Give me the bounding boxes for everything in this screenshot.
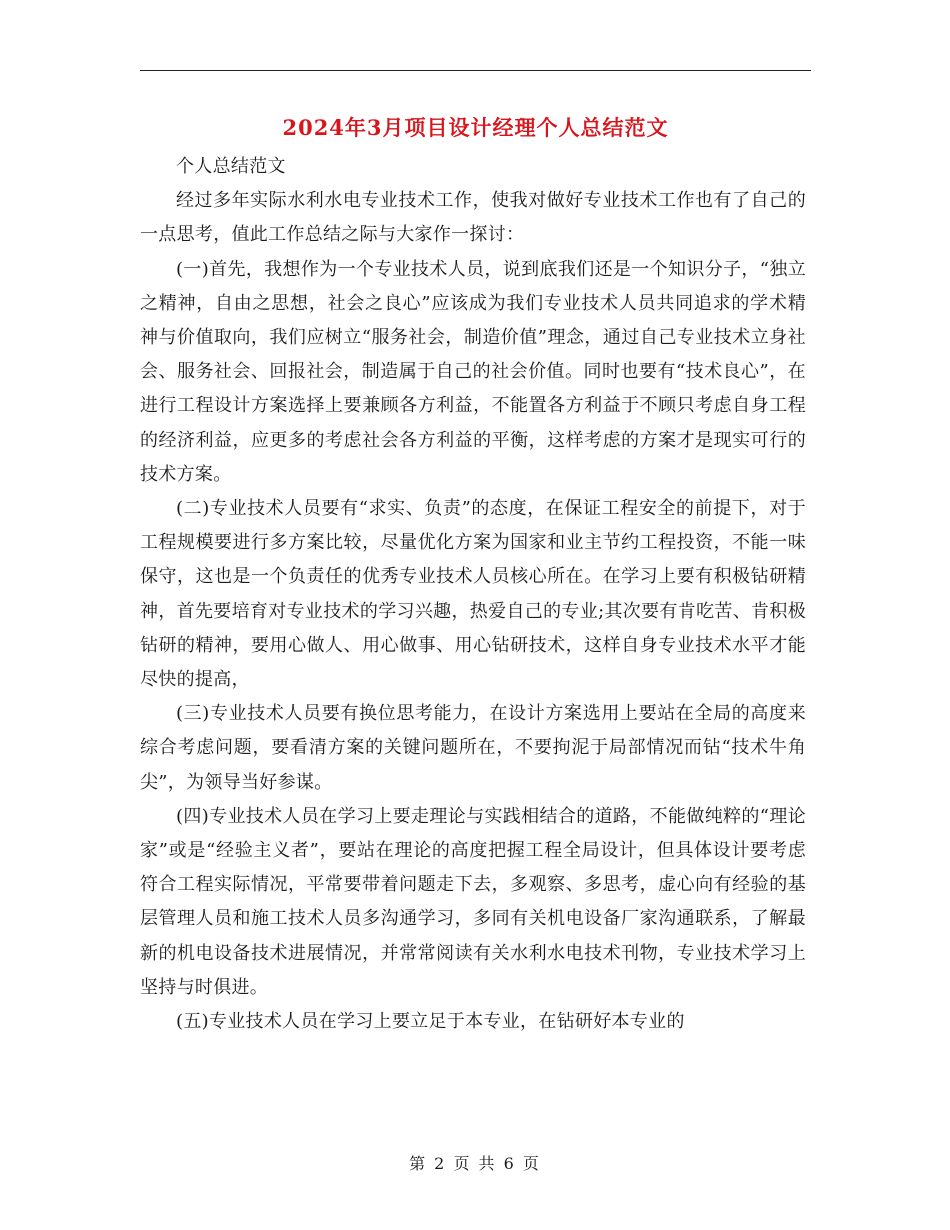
page-number-footer: 第 2 页 共 6 页 bbox=[409, 1154, 541, 1173]
paragraph-section-5: (五)专业技术人员在学习上要立足于本专业，在钻研好本专业的 bbox=[176, 1011, 685, 1033]
document-title: 2024年3月项目设计经理个人总结范文 bbox=[282, 115, 669, 140]
header-rule bbox=[140, 70, 811, 71]
paragraph-section-1: (一)首先，我想作为一个专业技术人员，说到底我们还是一个知识分子，“独立之精神，自由之思想，社会之良心”应该成为我们专业技术人员共同追求的学术精神与价值取向，我们应树立“服务社会，制造价值”理念，通过自己专业技术立身社会、服务社会、回报社会，制造属于自己的社会价值。同时也要有“技术良心”，在进行工程设计方案选择上要兼顾各方利益，不能置各方利益于不顾只考虑自身工程的经济利益，应更多的考虑社会各方利益的平衡，这样考虑的方案才是现实可行的技术方案。 bbox=[140, 258, 806, 485]
paragraph-intro: 经过多年实际水利水电专业技术工作，使我对做好专业技术工作也有了自己的一点思考，值此工作总结之际与大家作一探讨： bbox=[140, 190, 806, 246]
paragraph-subtitle: 个人总结范文 bbox=[176, 156, 286, 177]
paragraph-section-2: (二)专业技术人员要有“求实、负责”的态度，在保证工程安全的前提下，对于工程规模要进行多方案比较，尽量优化方案为国家和业主节约工程投资，不能一味保守，这也是一个负责任的优秀专业技术人员核心所在。在学习上要有积极钻研精神，首先要培育对专业技术的学习兴趣，热爱自己的专业;其次要有肯吃苦、肯积极钻研的精神，要用心做人、用心做事、用心钻研技术，这样自身专业技术水平才能尽快的提高， bbox=[140, 498, 806, 691]
paragraph-section-4: (四)专业技术人员在学习上要走理论与实践相结合的道路，不能做纯粹的“理论家”或是“经验主义者”，要站在理论的高度把握工程全局设计，但具体设计要考虑符合工程实际情况，平常要带着问题走下去，多观察、多思考，虚心向有经验的基层管理人员和施工技术人员多沟通学习，多同有关机电设备厂家沟通联系，了解最新的机电设备技术进展情况，并常常阅读有关水利水电技术刊物，专业技术学习上坚持与时俱进。 bbox=[140, 805, 806, 998]
document-body bbox=[140, 150, 806, 1039]
paragraph-section-3: (三)专业技术人员要有换位思考能力，在设计方案选用上要站在全局的高度来综合考虑问题，要看清方案的关键问题所在，不要拘泥于局部情况而钻“技术牛角尖”，为领导当好参谋。 bbox=[140, 703, 806, 793]
